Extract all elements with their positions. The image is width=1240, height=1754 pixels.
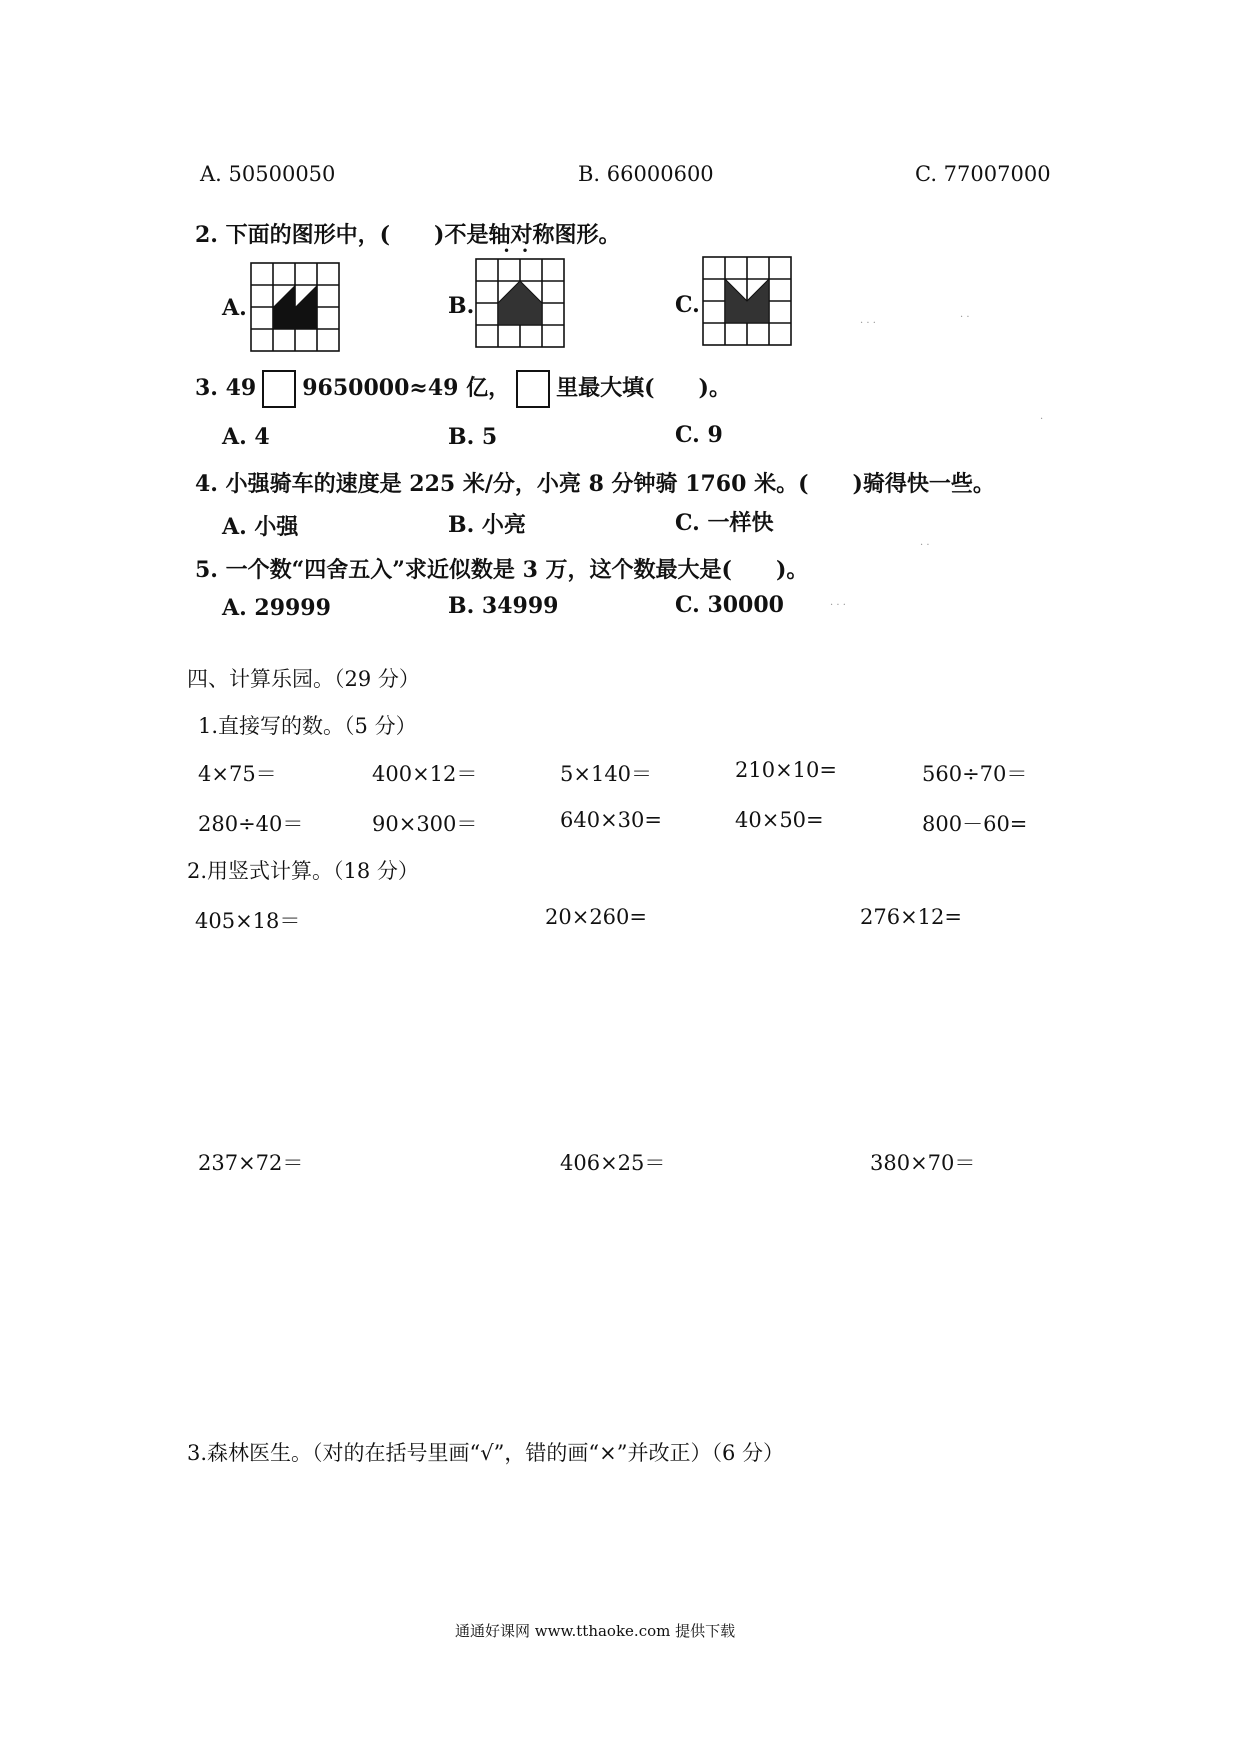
q3-blank-box-2[interactable] bbox=[516, 370, 550, 408]
scan-speck: · · bbox=[960, 312, 970, 323]
scan-speck: · · · bbox=[860, 318, 876, 329]
calc-item: 280÷40＝ bbox=[198, 812, 304, 836]
q3-text-pre: 3. 49 bbox=[195, 375, 257, 401]
part2-title: 2.用竖式计算。（18 分） bbox=[187, 859, 419, 883]
q2-figure-b bbox=[475, 258, 567, 350]
q2-question: 2. 下面的图形中，( )不是轴对称图形。 bbox=[195, 222, 621, 248]
q3-text-mid: 9650000≈49 亿， bbox=[302, 375, 511, 401]
q3-option-b: B. 5 bbox=[448, 424, 498, 450]
q5-option-b: B. 34999 bbox=[448, 593, 559, 619]
q1-option-c: C. 77007000 bbox=[915, 162, 1051, 186]
part1-title: 1.直接写的数。（5 分） bbox=[198, 714, 417, 738]
vertical-calc-item: 276×12= bbox=[860, 905, 962, 929]
scan-speck: · · bbox=[920, 540, 930, 551]
q1-option-a: A. 50500050 bbox=[200, 162, 336, 186]
calc-item: 400×12＝ bbox=[372, 762, 478, 786]
scan-speck: · bbox=[1040, 414, 1044, 425]
footer-text: 通通好课网 www.tthaoke.com 提供下载 bbox=[455, 1622, 736, 1640]
q2-figure-c bbox=[702, 256, 794, 348]
vertical-calc-item: 405×18＝ bbox=[195, 909, 301, 933]
vertical-calc-item: 380×70＝ bbox=[870, 1151, 976, 1175]
q3-option-a: A. 4 bbox=[222, 424, 270, 450]
q4-option-b: B. 小亮 bbox=[448, 512, 526, 538]
calc-item: 560÷70＝ bbox=[922, 762, 1028, 786]
q2-label-b: B. bbox=[448, 293, 475, 319]
vertical-calc-item: 406×25＝ bbox=[560, 1151, 666, 1175]
q3-text-post: 里最大填( )。 bbox=[556, 375, 731, 401]
calc-item: 90×300＝ bbox=[372, 812, 478, 836]
q3-blank-box-1[interactable] bbox=[262, 370, 296, 408]
q4-option-c: C. 一样快 bbox=[675, 510, 774, 536]
q3-option-c: C. 9 bbox=[675, 422, 723, 448]
vertical-calc-item: 20×260= bbox=[545, 905, 647, 929]
calc-item: 40×50= bbox=[735, 808, 824, 832]
scan-speck: · · · bbox=[830, 600, 846, 611]
q2-figure-a bbox=[250, 262, 342, 354]
calc-item: 640×30= bbox=[560, 808, 662, 832]
part3-title: 3.森林医生。（对的在括号里画“√”，错的画“×”并改正）（6 分） bbox=[187, 1441, 784, 1465]
dot-marks: • • bbox=[503, 244, 529, 258]
section4-title: 四、计算乐园。（29 分） bbox=[187, 667, 420, 691]
calc-item: 210×10= bbox=[735, 758, 837, 782]
q5-question: 5. 一个数“四舍五入”求近似数是 3 万，这个数最大是( )。 bbox=[195, 557, 809, 583]
calc-item: 800－60= bbox=[922, 812, 1028, 836]
q1-option-b: B. 66000600 bbox=[578, 162, 714, 186]
calc-item: 4×75＝ bbox=[198, 762, 277, 786]
q3-question bbox=[195, 370, 731, 408]
q4-question: 4. 小强骑车的速度是 225 米/分，小亮 8 分钟骑 1760 米。( )骑得快一些。 bbox=[195, 471, 995, 497]
q5-option-c: C. 30000 bbox=[675, 592, 784, 618]
q2-label-a: A. bbox=[222, 295, 247, 321]
q5-option-a: A. 29999 bbox=[222, 595, 331, 621]
calc-item: 5×140＝ bbox=[560, 762, 653, 786]
q2-label-c: C. bbox=[675, 292, 700, 318]
vertical-calc-item: 237×72＝ bbox=[198, 1151, 304, 1175]
q4-option-a: A. 小强 bbox=[222, 514, 299, 540]
